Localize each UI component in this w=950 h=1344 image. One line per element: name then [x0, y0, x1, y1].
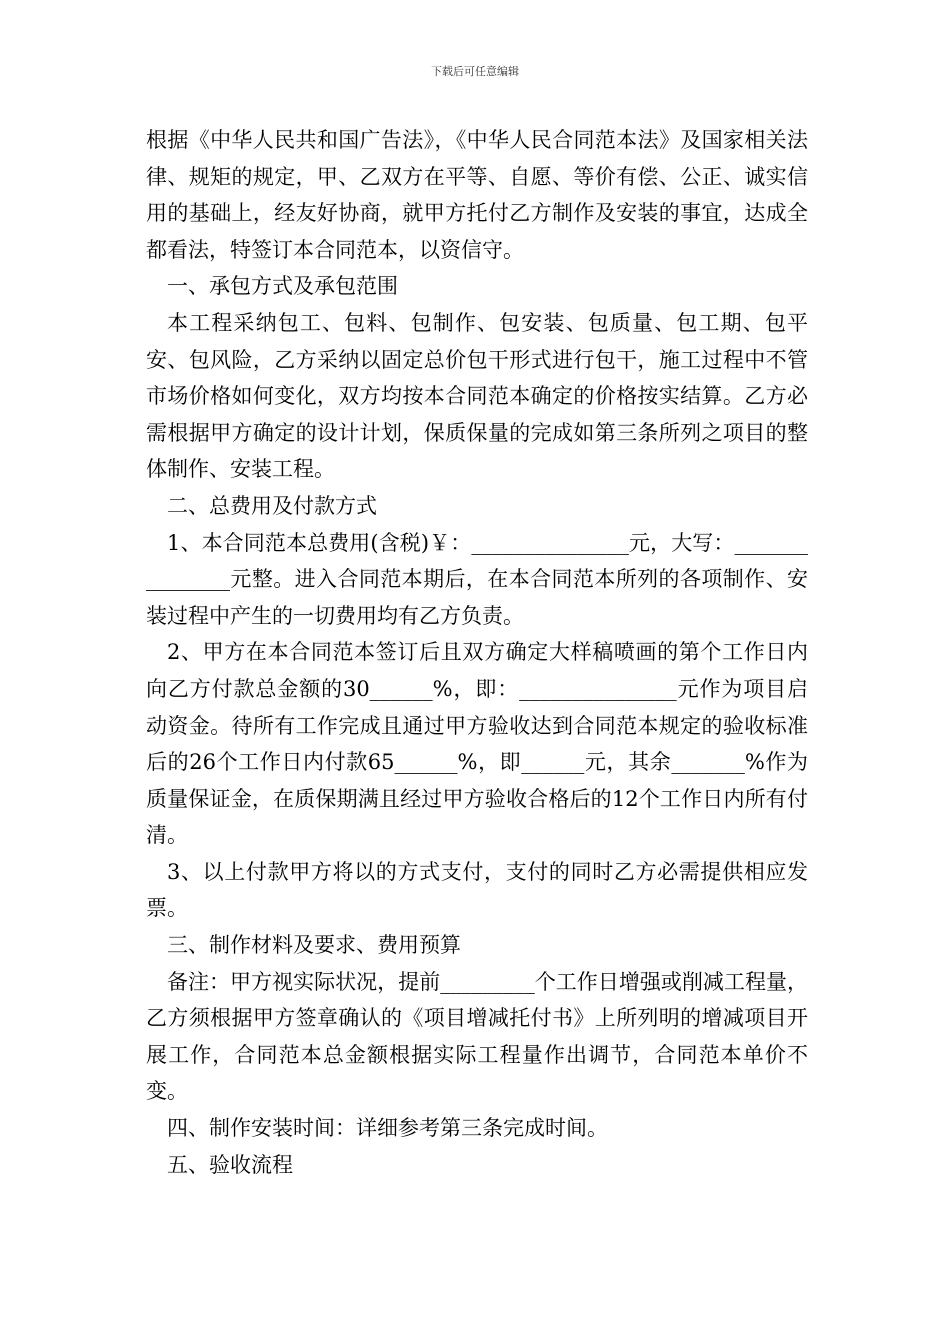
payment-clause-3: 3、以上付款甲方将以的方式支付，支付的同时乙方必需提供相应发票。: [146, 859, 808, 921]
section-heading-5: 五、验收流程: [167, 1152, 293, 1177]
payment-clause-2: 2、甲方在本合同范本签订后且双方确定大样稿喷画的第个工作日内向乙方付款总金额的30______%，即：_______________元作为项目启动资金。待所有工作完成且通过甲方验收达到合同范本规定的验收标准后的26个工作日内付款65______%，即______元，其余_______%作为质量保证金，在质保期满且经过甲方验收合格后的12个工作日内所有付清。: [146, 640, 808, 848]
section-heading-1: 一、承包方式及承包范围: [167, 274, 398, 299]
document-body: [146, 122, 808, 1183]
payment-clause-1: 1、本合同范本总费用(含税)￥：_______________元，大写：_______________元整。进入合同范本期后，在本合同范本所列的各项制作、安装过程中产生的一切费用均有乙方负责。: [146, 530, 808, 628]
section-heading-4: 四、制作安装时间：详细参考第三条完成时间。: [167, 1116, 608, 1141]
section-1-paragraph: 本工程采纳包工、包料、包制作、包安装、包质量、包工期、包平安、包风险，乙方采纳以固定总价包干形式进行包干，施工过程中不管市场价格如何变化，双方均按本合同范本确定的价格按实结算。乙方必需根据甲方确定的设计计划，保质保量的完成如第三条所列之项目的整体制作、安装工程。: [146, 310, 808, 482]
section-heading-2: 二、总费用及付款方式: [167, 493, 377, 518]
section-heading-3: 三、制作材料及要求、费用预算: [167, 933, 461, 958]
remarks-paragraph: 备注：甲方视实际状况，提前_________个工作日增强或削减工程量，乙方须根据甲方签章确认的《项目增减托付书》上所列明的增减项目开展工作，合同范本总金额根据实际工程量作出调节，合同范本单价不变。: [146, 969, 808, 1104]
intro-paragraph: 根据《中华人民共和国广告法》，《中华人民合同范本法》及国家相关法律、规矩的规定，甲、乙双方在平等、自愿、等价有偿、公正、诚实信用的基础上，经友好协商，就甲方托付乙方制作及安装的事宜，达成全都看法，特签订本合同范本，以资信守。: [146, 128, 808, 262]
page-header: 下载后可任意编辑: [431, 65, 519, 78]
